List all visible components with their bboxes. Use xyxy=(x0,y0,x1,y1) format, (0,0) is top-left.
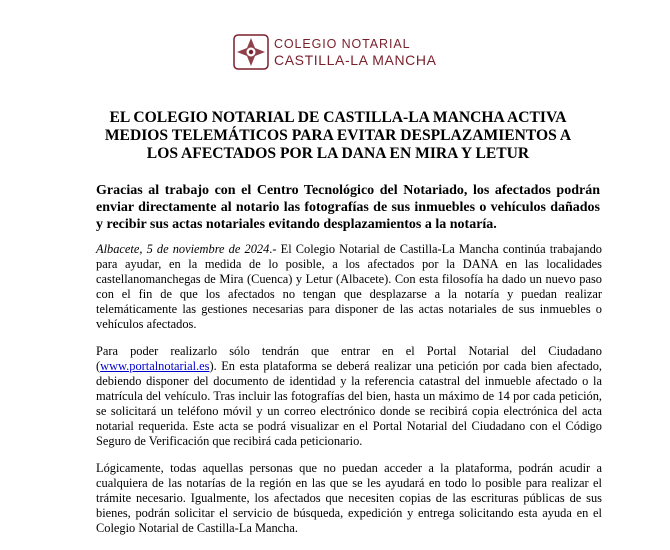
portal-notarial-link[interactable]: www.portalnotarial.es xyxy=(100,359,210,373)
paragraph-2-text-start: Para poder realizarlo sólo tendrán que entrar en el Portal Notarial del Ciudadano ( xyxy=(96,344,602,373)
lead-paragraph: Gracias al trabajo con el Centro Tecnológico del Notariado, los afectados podrán enviar directamente al notario las fotografías de sus inmuebles o vehículos dañados y recibir sus actas notariales evitando desplazamientos a la notaría. xyxy=(96,183,600,232)
headline-line3: LOS AFECTADOS POR LA DANA EN MIRA Y LETUR xyxy=(146,145,530,162)
dateline: Albacete, 5 de noviembre de 2024 xyxy=(96,242,270,256)
page-headline xyxy=(60,109,616,163)
logo-title-line2: CASTILLA-LA MANCHA xyxy=(274,52,437,68)
logo-title-line1: COLEGIO NOTARIAL xyxy=(274,37,411,51)
headline-line2: MEDIOS TELEMÁTICOS PARA EVITAR DESPLAZAMIENTOS A xyxy=(104,127,572,144)
body-paragraph-1 xyxy=(96,242,602,332)
header-logo xyxy=(233,34,443,72)
body-paragraph-2 xyxy=(96,344,602,449)
body-paragraph-3: Lógicamente, todas aquellas personas que no puedan acceder a la plataforma, podrán acudir a cualquiera de las notarías de la región en las que se les ayudará en todo lo posible para realizar el trámite necesario. Igualmente, los afectados que necesiten copias de las escrituras públicas de sus bienes, podrán solicitar el servicio de búsqueda, expedición y entrega solicitando esta ayuda en el Colegio Notarial de Castilla-La Mancha. xyxy=(96,461,602,535)
headline-line1: EL COLEGIO NOTARIAL DE CASTILLA-LA MANCHA ACTIVA xyxy=(109,109,567,126)
notarial-emblem-icon xyxy=(233,34,269,70)
paragraph-1-text: .- El Colegio Notarial de Castilla-La Mancha continúa trabajando para ayudar, en la medida de lo posible, a los afectados por la DANA en las localidades castellanomanchegas de Mira (Cuenca) y Letur (Albacete). Con esta filosofía ha dado un nuevo paso con el fin de que los afectados no tengan que desplazarse a la notaría y puedan realizar telemáticamente las gestiones necesarias para disponer de las actas notariales de sus inmuebles o vehículos afectados. xyxy=(96,242,602,331)
paragraph-2-text-end: ). En esta plataforma se deberá realizar una petición por cada bien afectado, debiendo disponer del documento de identidad y la referencia catastral del inmueble afectado o la matrícula del vehículo. Tras incluir las fotografías del bien, hasta un máximo de 14 por cada petición, se solicitará un teléfono móvil y un correo electrónico donde se recibirá copia electrónica del acta notarial requerida. Este acta se podrá visualizar en el Portal Notarial del Ciudadano con el Código Seguro de Verificación que recibirá cada peticionario. xyxy=(96,359,602,448)
